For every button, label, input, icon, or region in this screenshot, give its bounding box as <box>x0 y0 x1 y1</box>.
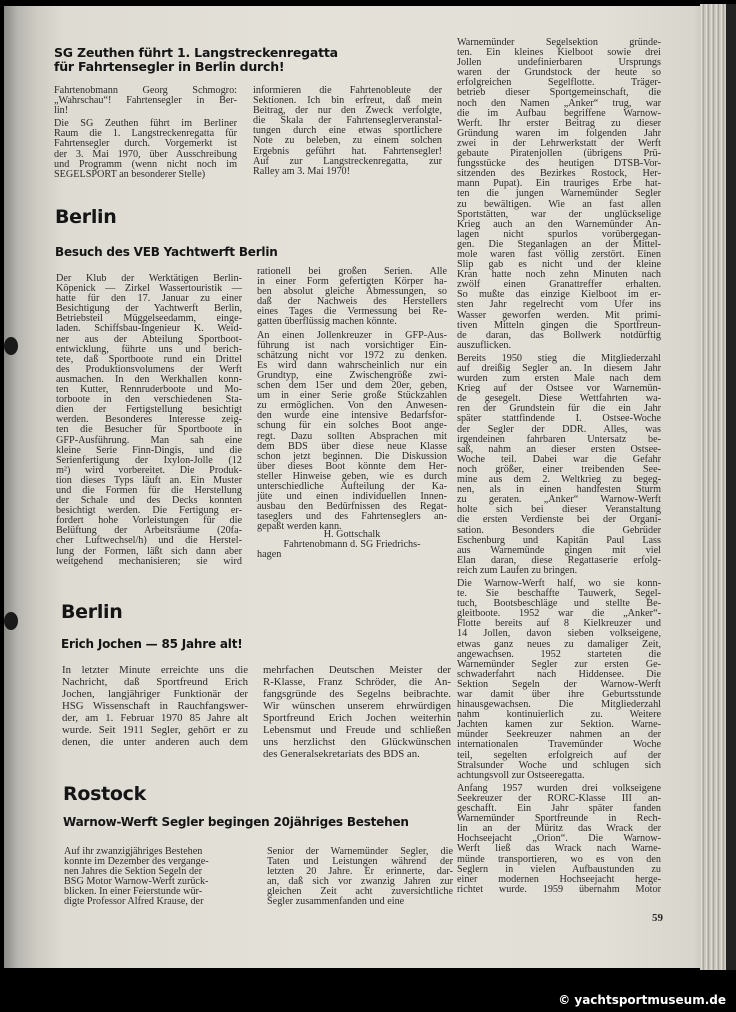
jochen-column-1 <box>62 664 248 751</box>
text-line: Köpenick — Zirkel Wassertouristik — <box>56 283 242 295</box>
text-line: kleine Serie Finn-Dingis, und die <box>56 444 242 456</box>
text-line: Warnemünder Sportfreunde in Rech- <box>457 813 661 825</box>
text-line: auszuflicken. <box>457 339 512 351</box>
text-line: schätzung nicht vor 1972 zu denken. <box>257 349 447 361</box>
text-line: Taten und Leistungen während der <box>267 856 453 868</box>
text-line: irgendeinen fahrbaren Untersatz be- <box>457 433 661 445</box>
text-line: ner aus der Abteilung Sportboot- <box>56 333 242 345</box>
text-line: 14 Jollen, davon sieben volkseigene, <box>457 628 661 640</box>
paragraph <box>267 847 453 908</box>
text-line: über dieses Boot könnte dem Her- <box>257 460 447 472</box>
text-line: Hochseejacht „Orion“. Die Warnow- <box>457 833 661 845</box>
text-line: Wir wünschen unserem ehrwürdigen <box>263 700 451 712</box>
zeuthen-column-1 <box>54 86 237 183</box>
text-line: de daran, das Bollwerk notdürftig <box>457 329 661 341</box>
text-line: lin an der Müritz das Wrack der <box>457 823 661 835</box>
yachtwerft-column-2 <box>257 267 447 535</box>
text-line: noch den Namen „Anker“ trug, war <box>457 97 661 109</box>
paragraph <box>457 38 661 351</box>
text-line: werden. Besonderes Interesse zeig- <box>56 414 242 426</box>
text-line: H. Gottschalk <box>323 529 381 540</box>
jochen-column-2 <box>263 664 451 763</box>
headline-line: für Fahrtensegler in Berlin durch! <box>54 59 285 74</box>
text-line: regt. Dazu sollten Absprachen mit <box>257 430 447 442</box>
text-line: und Programm (wenn nicht noch im <box>54 158 237 170</box>
paragraph <box>263 664 451 760</box>
text-line: in einer Form gefertigten Körper ha- <box>257 276 447 288</box>
warnow-column-2 <box>267 847 453 911</box>
text-line: waren der Grundstock der heute so <box>457 67 661 79</box>
text-line: sten Jahr regelrecht vom Ufer ins <box>457 299 661 311</box>
text-line: Senior der Warnemünder Segler, die <box>267 846 453 857</box>
text-line: Auf ihr zwanzigjähriges Bestehen <box>64 846 203 857</box>
text-line: Werft. Ihr erster Beitrag zu dieser <box>457 117 661 129</box>
text-line: mehrfachen Deutschen Meister der <box>263 664 451 676</box>
zeuthen-column-2 <box>253 86 442 180</box>
text-line: betrieb dieser Sportgemeinschaft, die <box>457 87 661 99</box>
text-line: dem BDS über diese neue Klasse <box>257 440 447 452</box>
text-line: digte Professor Alfred Krause, der <box>64 896 204 908</box>
text-line: Krieg auf der Ostsee vor Warnemün- <box>457 383 661 395</box>
text-line: der 3. Mai 1970, über Ausschreibung <box>54 148 237 160</box>
text-line: Krieg auch an den Warnemünder An- <box>457 218 661 230</box>
text-line: etwas ganz neues zu damaliger Zeit, <box>457 638 661 650</box>
text-line: unterschiedliche Aufteilung der Ka- <box>257 480 447 492</box>
text-line: Ergebnis geführt hat. Fahrtensegler! <box>253 145 442 157</box>
text-line: Sektionen. Ich bin erfreut, daß mein <box>253 95 442 107</box>
text-line: de gesegelt. Diese Wettfahrten wa- <box>457 393 661 405</box>
text-line: nen Jahres die Sektion Segeln der <box>64 866 202 878</box>
text-line: Seekreuzer der RORC-Klasse III an- <box>457 792 661 804</box>
paragraph <box>64 846 209 908</box>
text-line: führung ist nach vorsichtiger Ein- <box>257 339 447 351</box>
text-line: weitgehend mechanisieren; sie wird <box>56 555 242 567</box>
section-city-rostock: Rostock <box>63 783 146 805</box>
text-line: hagen <box>257 549 282 561</box>
text-line: letzten 20 Jahre. Er erinnerte, dar- <box>267 866 453 878</box>
text-line: richtet wurde. 1959 übernahm Motor <box>457 883 661 895</box>
binder-hole <box>4 337 18 355</box>
text-line: internationalen Travemünder Woche <box>457 739 661 751</box>
text-line: Die Warnow-Werft half, wo sie konn- <box>457 577 661 589</box>
text-line: den wurde eine intensive Bedarfsfor- <box>257 410 447 422</box>
paragraph <box>257 267 447 328</box>
text-line: noch größer, einer treibenden See- <box>457 463 661 475</box>
text-line: uns herzlichst den Glückwünschen <box>263 736 451 748</box>
text-line: Jollen undefinierbaren Ursprungs <box>457 57 661 69</box>
text-line: angewachsen. 1952 starteten die <box>457 648 661 660</box>
text-line: BSG Motor Warnow-Werft zurück- <box>64 876 209 888</box>
paragraph <box>457 784 661 895</box>
text-line: Seglern in vielen Aufbaustunden zu <box>457 863 661 875</box>
text-line: ben absolut gleiche Abmessungen, so <box>257 286 447 298</box>
text-line: lin! <box>54 105 69 117</box>
paragraph <box>257 530 447 560</box>
text-line: nahm kontinuierlich zu. Weitere <box>457 709 661 721</box>
text-line: Anfang 1957 wurden drei volkseigene <box>457 782 661 794</box>
text-line: Warnemünder Segler zur ersten Ge- <box>457 658 661 670</box>
text-line: ten. Ein kleines Kielboot sowie drei <box>457 47 661 59</box>
text-line: Kran hatte noch zehn Minuten nach <box>457 269 661 281</box>
paragraph <box>257 331 447 533</box>
text-line: geschafft. Ein Jahr später fanden <box>457 803 661 815</box>
text-line: schon jetzt beginnen. Die Diskussion <box>257 450 447 462</box>
text-line: laden. Schiffsbau-Ingenieur K. Weid- <box>56 323 242 335</box>
text-line: Es wird dann wahrscheinlich nur ein <box>257 359 447 371</box>
text-line: Sportstätten, war der unglückselige <box>457 208 661 220</box>
text-line: cher Luftwechsel/h) und die Herstel- <box>56 535 242 547</box>
text-line: Serienfertigung der Ixylon-Jolle (12 <box>56 454 242 466</box>
text-line: Elan daran, diese Regattaserie erfolg- <box>457 554 661 566</box>
text-line: Warnemünder Segelsektion gründe- <box>457 37 661 48</box>
text-line: Flotte bereits auf 8 Kielkreuzer und <box>457 618 661 630</box>
text-line: eines Tages die Vermessung bei Re- <box>257 306 447 318</box>
text-line: Sektion Segeln der Warnow-Werft <box>457 678 661 690</box>
paragraph <box>457 579 661 781</box>
text-line: aus Warnemünde gingen mit viel <box>457 544 661 556</box>
text-line: jüte und einen individuellen Innen- <box>257 491 447 503</box>
text-line: gleitboote. 1952 war die „Anker“- <box>457 608 661 620</box>
text-line: torboote in den verschiedenen Sta- <box>56 394 242 406</box>
yachtwerft-column-1 <box>56 274 242 570</box>
headline-yachtwerft: Besuch des VEB Yachtwerft Berlin <box>55 245 278 259</box>
text-line: achtungsvoll zur Ostseeregatta. <box>457 769 585 781</box>
text-line: erfolgreichen Segelflotte. Träger- <box>457 77 661 89</box>
text-line: Ralley am 3. Mai 1970! <box>253 165 351 177</box>
text-line: zu bewältigen. Wie an fast allen <box>457 198 661 210</box>
text-line: Wasser geworfen werden. Mit primi- <box>457 309 661 321</box>
paragraph <box>253 86 442 177</box>
text-line: Gründung waren im folgenden Jahr <box>457 127 661 139</box>
text-line: Betriebsteil Müggelseedamm, einge- <box>56 313 242 325</box>
text-line: münde transportieren, wo es von den <box>457 853 661 865</box>
binder-hole <box>4 612 18 630</box>
text-line: Lebensmut und Freude und schließen <box>263 724 451 736</box>
text-line: holte sich bei dieser Veranstaltung <box>457 504 661 516</box>
text-line: hatte für den 17. Januar zu einer <box>56 293 242 305</box>
text-line: Stralsunder Woche und schlugen sich <box>457 759 661 771</box>
text-line: schen dem 15er und dem 20er, geben, <box>257 380 447 392</box>
text-line: Raum die 1. Langstreckenregatta für <box>54 128 237 140</box>
text-line: Slip gab es nicht und der kleine <box>457 259 661 271</box>
text-line: daß der Nachweis des Herstellers <box>257 296 447 308</box>
text-line: tiven Mitteln gingen die Sportfreun- <box>457 319 661 331</box>
headline-erich-jochen: Erich Jochen — 85 Jahre alt! <box>61 637 243 651</box>
text-line: an, daß sich vor zwanzig Jahren zur <box>267 876 453 888</box>
text-line: Sportfreund Erich Jochen weiterhin <box>263 712 451 724</box>
page-number: 59 <box>652 912 663 924</box>
text-line: saß, nahm an dieser ersten Ostsee- <box>457 443 661 455</box>
text-line: war damit über ihre Geburtsstunde <box>457 689 661 700</box>
text-line: später stattfindende I. Ostsee-Woche <box>457 413 661 425</box>
text-line: HSG Wissenschaft in Rauchfangswer- <box>62 700 248 712</box>
text-line: Belüftung der Arbeitsräume (20fa- <box>56 525 242 537</box>
text-line: te. Sie beschaffte Tauwerk, Segel- <box>457 588 661 600</box>
text-line: des Generalsekretariats des BDS an. <box>263 748 420 760</box>
text-line: Fahrtenobmann d. SG Friedrichs- <box>283 539 421 551</box>
text-line: die ersten Verdienste bei der Organi- <box>457 514 661 526</box>
text-line: auf dreißig Segler an. In diesem Jahr <box>457 363 661 374</box>
text-line: die im Aufbau begriffene Warnow- <box>457 107 661 119</box>
yachtwerft-signature <box>257 530 447 563</box>
text-line: Grundtyp, eine Zwischengröße zwi- <box>257 369 447 381</box>
text-line: lagen nicht spurlos vorübergegan- <box>457 228 661 240</box>
text-line: mole waren fast völlig zerstört. Einen <box>457 248 661 260</box>
text-line: Jochen, langjähriger Funktionär der <box>62 688 248 700</box>
text-line: zu geraten. „Anker“ Warnow-Werft <box>457 494 661 506</box>
text-line: ren der Grundstein für die ein Jahr <box>457 403 661 415</box>
text-line: GFP-Ausführung. Man sah eine <box>56 434 242 446</box>
text-line: Der Klub der Werktätigen Berlin- <box>56 273 242 284</box>
text-line: Segler zusammenfanden und eine <box>267 896 405 908</box>
text-line: dien der Fertigstellung besichtigt <box>56 404 242 416</box>
text-line: der Segler der DDR. Alles, was <box>457 423 661 435</box>
text-line: lung der Formen, läßt sich dann aber <box>56 545 242 557</box>
text-line: denen, die unter anderen auch dem <box>62 736 248 748</box>
text-line: mine aus dem 2. Weltkrieg zu begeg- <box>457 474 661 486</box>
copyright-credit: © yachtsportmuseum.de <box>558 993 726 1007</box>
text-line: des Produktionsvolumens der Werft <box>56 363 242 375</box>
paragraph <box>457 354 661 576</box>
text-line: zwei in der Lehrwerkstatt der Werft <box>457 137 661 149</box>
text-line: fordert hohe Vorleistungen für die <box>56 515 242 527</box>
text-line: Die SG Zeuthen führt im Berliner <box>54 118 237 130</box>
text-line: taseglers und des Fahrtenseglers an- <box>257 511 447 523</box>
paragraph <box>56 274 242 567</box>
text-line: Werft ließ das Wrack nach Warne- <box>457 843 661 855</box>
text-line: sitzenden des Bezirkes Rostock, Her- <box>457 168 661 180</box>
text-line: tete, daß Sportboote rund ein Drittel <box>56 353 242 365</box>
text-line: m²) wird vorbereitet. Die Produk- <box>56 464 242 476</box>
warnow-column-1 <box>64 846 209 911</box>
text-line: informieren die Fahrtenobleute der <box>253 85 442 96</box>
text-line: Beitrag, der nur den Zweck verfolgte, <box>253 105 442 117</box>
section-city-berlin: Berlin <box>55 206 117 228</box>
text-line: tungen durch eine etwas sportlichere <box>253 125 442 137</box>
text-line: zu ermöglichen. Von den Anwesen- <box>257 400 447 412</box>
text-line: der, am 1. Februar 1970 85 Jahre alt <box>62 712 248 724</box>
text-line: In letzter Minute erreichte uns die <box>62 664 248 676</box>
text-line: tion dieses Typs läuft an. Ein Muster <box>56 474 242 486</box>
text-line: gepaßt werden kann. <box>257 521 342 533</box>
paragraph <box>54 86 237 116</box>
section-city-berlin-2: Berlin <box>61 601 123 623</box>
headline-warnow-werft: Warnow-Werft Segler begingen 20jähriges Bestehen <box>63 815 409 829</box>
text-line: zwölf einen Granattreffer erhalten. <box>457 279 661 291</box>
text-line: Bereits 1950 stieg die Mitgliederzahl <box>457 352 661 364</box>
text-line: teil, segelten erfolgreich auf der <box>457 749 661 761</box>
text-line: fangsgründe des Segelns beibrachte. <box>263 688 451 700</box>
headline-line: SG Zeuthen führt 1. Langstreckenregatta <box>54 45 338 60</box>
text-line: der Schale und des Decks konnten <box>56 495 242 507</box>
text-line: wurden zum ersten Male nach dem <box>457 373 661 385</box>
text-line: Eschenburg und Kapitän Paul Lass <box>457 534 661 546</box>
text-line: konnte im Dezember des vergange- <box>64 856 209 868</box>
text-line: nen, als in einen handfesten Sturm <box>457 484 661 496</box>
text-line: Auf zur Langstreckenregatta, zur <box>253 155 442 167</box>
text-line: tuch, Bootsbeschläge und stellte Be- <box>457 598 661 610</box>
text-line: ausbau den Bedürfnissen des Regat- <box>257 501 447 513</box>
text-line: Jachten kamen zur Sektion. Warne- <box>457 719 661 731</box>
text-line: Fahrtenobmann Georg Schmogro: <box>54 85 237 96</box>
warnow-column-3 <box>457 38 661 898</box>
headline-zeuthen <box>54 46 338 74</box>
text-line: fungsstücke des heutigen DTSB-Vor- <box>457 158 661 170</box>
text-line: entwicklung, führte uns und berich- <box>56 343 242 355</box>
text-line: hinausgewachsen. Die Mitgliederzahl <box>457 699 661 711</box>
text-line: gebaute Piratenjollen (übrigens Prü- <box>457 148 661 160</box>
text-line: schung für ein solches Boot ange- <box>257 420 447 432</box>
page-edge-shadow <box>726 4 736 970</box>
text-line: „Wahrschau“! Fahrtensegler in Ber- <box>54 95 237 107</box>
text-line: reich zum Laufen zu bringen. <box>457 564 578 576</box>
text-line: Woche teil. Dabei war die Gefahr <box>457 453 661 465</box>
text-line: ten die jungen Warnemünder Segler <box>457 188 661 200</box>
text-line: An einen Jollenkreuzer in GFP-Aus- <box>257 329 447 341</box>
text-line: um in einer Serie große Stückzahlen <box>257 390 447 402</box>
text-line: ausmachen. In den Werkhallen konn- <box>56 373 242 385</box>
text-line: gatten überflüssig machen könnte. <box>257 316 397 328</box>
text-line: blicken. In einer Feierstunde wür- <box>64 886 203 898</box>
text-line: einer modernen Hochseejacht herge- <box>457 873 661 885</box>
text-line: besichtigt werden. Die Fertigung er- <box>56 505 242 517</box>
text-line: rationell bei großen Serien. Alle <box>257 266 447 277</box>
paragraph <box>54 119 237 180</box>
text-line: sation. Besonders die Gebrüder <box>457 524 661 536</box>
text-line: schwaderfahrt nach Hiddensee. Die <box>457 668 661 680</box>
text-line: So mußte das einzige Kielboot im er- <box>457 289 661 301</box>
text-line: gen. Die Steganlagen an der Mittel- <box>457 238 661 250</box>
paragraph <box>62 664 248 748</box>
text-line: Fahrtensegler durch. Vorgemerkt ist <box>54 138 237 150</box>
text-line: die Skala der Fahrtenseglerveranstal- <box>253 115 442 127</box>
text-line: und die Formen für die Herstellung <box>56 484 242 496</box>
text-line: SEGELSPORT an besonderer Stelle) <box>54 168 206 180</box>
text-line: steller Hinweise geben, wie es durch <box>257 470 447 482</box>
text-line: mann Pupat). Ein trauriges Erbe hat- <box>457 178 661 190</box>
text-line: Note zu beleben, zu einem solchen <box>253 135 442 147</box>
text-line: wurde. Seit 1911 Segler, gehört er zu <box>62 724 248 736</box>
text-line: ten Kutter, Rennruderboote und Mo- <box>56 384 242 396</box>
text-line: münder Seekreuzer nahmen an der <box>457 729 661 741</box>
text-line: Nachricht, daß Sportfreund Erich <box>62 676 248 688</box>
text-line: R-Klasse, Franz Schröder, die An- <box>263 676 451 688</box>
text-line: Besichtigung der Yachtwerft Berlin, <box>56 303 242 315</box>
text-line: ten die Besucher für Sportboote in <box>56 424 242 436</box>
text-line: gleichen Zeit acht zuversichtliche <box>267 886 453 898</box>
